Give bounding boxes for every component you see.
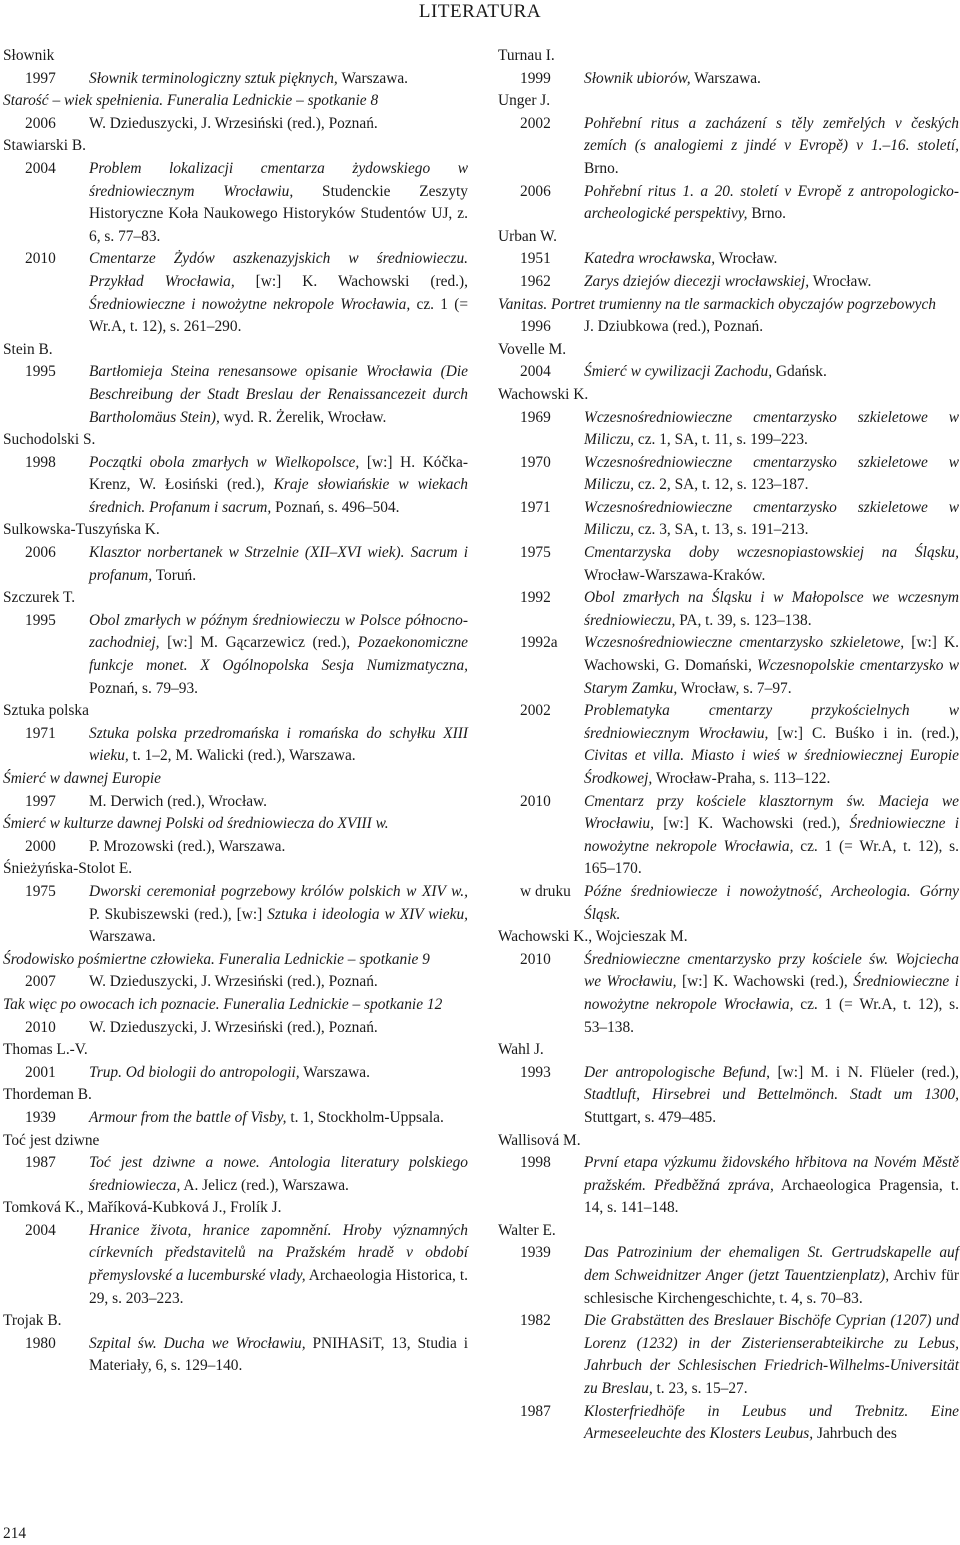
entry-text: [584, 68, 959, 91]
entry-title-italic: Wczesnośredniowieczne cmentarzysko szkieletowe,: [584, 634, 905, 652]
entry-title-italic: Problematyka cmentarzy przykościelnych w średniowiecznym Wrocławiu,: [584, 702, 959, 742]
entry-title-italic: Wczesnośredniowieczne cmentarzysko szkieletowe w Miliczu,: [584, 498, 959, 539]
bibliography-author: Urban W.: [498, 227, 557, 245]
entry-year: 2006: [25, 114, 56, 132]
entry-title-italic: Obol zmarłych w późnym średniowieczu w Polsce północno-zachodniej,: [89, 611, 468, 652]
entry-title-italic: Pozaekonomiczne funkcje monet. X Ogólnopolska Sesja Numizmatyczna,: [89, 634, 468, 675]
bibliography-entry: [498, 949, 959, 1039]
entry-text: [89, 971, 468, 994]
bibliography-author: Suchodolski S.: [3, 431, 96, 449]
entry-publication: cz. 1 (= Wr.A, t. 12), s. 53–138.: [584, 995, 959, 1036]
entry-publication: Brno.: [584, 159, 619, 177]
bibliography-author: Środowisko pośmiertne człowieka. Funeralia Lednickie – spotkanie 9: [3, 950, 430, 968]
entry-text: [584, 113, 959, 181]
bibliography-entry: [498, 881, 959, 926]
entry-year: 2002: [520, 114, 551, 132]
entry-publication: cz. 3, SA, t. 13, s. 191–213.: [634, 521, 809, 539]
bibliography-author: Vovelle M.: [498, 340, 567, 358]
entry-year: 1962: [520, 272, 551, 290]
entry-publication: A. Jelicz (red.), Warszawa.: [180, 1176, 349, 1194]
entry-text: [89, 248, 468, 338]
bibliography-entry: [498, 181, 959, 226]
entry-year: 1993: [520, 1063, 551, 1081]
entry-text: [584, 316, 959, 339]
entry-publication: [822, 883, 831, 900]
entry-year: 2004: [25, 1221, 56, 1239]
bibliography-entry: [498, 587, 959, 632]
entry-publication: Poznań, s. 496–504.: [271, 498, 400, 516]
entry-text: [89, 610, 468, 700]
bibliography-author: Tomková K., Maříková-Kubková J., Frolík J.: [3, 1199, 282, 1217]
bibliography-author: Wahl J.: [498, 1041, 544, 1059]
bibliography-entry: [498, 248, 959, 271]
bibliography-author: Stein B.: [3, 340, 53, 358]
entry-publication: W. Dzieduszycki, J. Wrzesiński (red.), Poznań.: [89, 114, 378, 132]
bibliography-entry: [3, 1062, 468, 1085]
entry-text: [89, 68, 468, 91]
entry-year: 1939: [520, 1244, 551, 1262]
bibliography-entry: [3, 1152, 468, 1197]
entry-text: [89, 723, 468, 768]
entry-title-italic: Wczesnośredniowieczne cmentarzysko szkieletowe w Miliczu,: [584, 453, 959, 494]
bibliography-entry: [3, 248, 468, 338]
entry-title-italic: Das Patrozinium der ehemaligen St. Gertrudskapelle auf dem Schweidnitzer Anger (jetzt Tauentzienplatz),: [584, 1244, 959, 1285]
entry-year: 1971: [520, 498, 551, 516]
entry-publication: PA, t. 39, s. 123–138.: [675, 611, 812, 629]
entry-publication: Archaeologia Historica, t. 29, s. 203–223.: [89, 1267, 469, 1307]
bibliography-entry: [3, 881, 468, 949]
bibliography-entry: [3, 971, 468, 994]
entry-year: 2002: [520, 702, 551, 720]
entry-text: [584, 1152, 959, 1220]
entry-publication: wyd. R. Żerelik, Wrocław.: [219, 408, 387, 426]
entry-title-italic: Śmierć w cywilizacji Zachodu,: [584, 363, 773, 381]
entry-publication: Warszawa.: [299, 1063, 370, 1081]
entry-publication: Toruń.: [152, 566, 197, 584]
page-header: LITERATURA: [418, 1, 542, 22]
entry-publication: Warszawa.: [337, 69, 409, 87]
entry-text: [89, 361, 468, 429]
bibliography-entry: [498, 1062, 959, 1130]
bibliography-left-column: [3, 45, 468, 1378]
entry-publication: cz. 2, SA, t. 12, s. 123–187.: [634, 476, 809, 494]
bibliography-author: Wallisová M.: [498, 1131, 581, 1149]
bibliography-author: Toć jest dziwne: [3, 1131, 100, 1149]
entry-publication: t. 1, Stockholm-Uppsala.: [286, 1108, 444, 1126]
entry-publication: PNIHASiT, 13, Studia i Materiały, 6, s. 129–140.: [89, 1334, 468, 1375]
bibliography-author: Walter E.: [498, 1221, 556, 1239]
entry-year: 1995: [25, 611, 56, 629]
bibliography-entry: [3, 68, 468, 91]
entry-text: [584, 497, 959, 542]
entry-text: [89, 542, 468, 587]
bibliography-author: Thomas L.-V.: [3, 1041, 88, 1059]
entry-publication: Wrocław-Warszawa-Kraków.: [584, 566, 766, 584]
entry-title-italic: Cmentarzyska doby wczesnopiastowskiej na Śląsku,: [584, 544, 959, 562]
entry-title-italic: Sztuka i ideologia w XIV wieku,: [267, 905, 468, 923]
entry-publication: [w:] H. Kóčka-Krenz, W. Łosiński (red.),: [89, 453, 468, 494]
entry-publication: cz. 1, SA, t. 11, s. 199–223.: [634, 431, 808, 449]
entry-title-italic: Dworski ceremoniał pogrzebowy królów polskich w XIV w.,: [89, 882, 468, 900]
entry-title-italic: Średniowieczne i nowożytne nekropole Wrocławia,: [584, 973, 960, 1013]
entry-year: 2001: [25, 1063, 56, 1081]
entry-year: 1996: [520, 318, 551, 336]
entry-title-italic: Szpital św. Ducha we Wrocławiu,: [89, 1334, 306, 1352]
entry-publication: Wrocław-Praha, s. 113–122.: [652, 770, 831, 787]
entry-title-italic: Armour from the battle of Visby,: [89, 1108, 287, 1126]
entry-text: [89, 1107, 468, 1130]
bibliography-entry: [498, 791, 959, 881]
entry-title-italic: Cmentarz przy kościele klasztornym św. Macieja we Wrocławiu,: [584, 792, 959, 833]
entry-text: [584, 1062, 959, 1130]
entry-title-italic: Średniowieczne cmentarzysko przy kościele św. Wojciecha we Wrocławiu,: [584, 950, 959, 991]
entry-text: [584, 949, 959, 1039]
entry-title-italic: Pohřební ritus a zacházení s těly zemřelých v českých zemích (s analogiemi z jindé v Evropě) v 1.–16. století,: [584, 114, 959, 155]
bibliography-entry: [3, 452, 468, 520]
bibliography-entry: [3, 1017, 468, 1040]
entry-text: [584, 542, 959, 587]
entry-text: [584, 1310, 959, 1400]
bibliography-entry: [498, 497, 959, 542]
bibliography-author: Śmierć w kulturze dawnej Polski od średniowiecza do XVIII w.: [3, 815, 389, 833]
entry-year: 2006: [520, 182, 551, 200]
entry-publication: [w:] K. Wachowski (red.),: [234, 272, 468, 290]
entry-year: 1995: [25, 363, 56, 381]
entry-year: 1999: [520, 69, 551, 87]
entry-publication: [w:] K. Wachowski (red.),: [676, 973, 854, 991]
entry-title-italic: Słownik terminologiczny sztuk pięknych,: [89, 69, 338, 87]
entry-title-italic: První etapa výzkumu židovského hřbitova na Novém Městě pražském. Předběžná zpráva,: [584, 1154, 959, 1194]
entry-publication: Jahrbuch des: [813, 1425, 897, 1443]
bibliography-author: Śmierć w dawnej Europie: [3, 770, 162, 787]
entry-year: 1992: [520, 589, 551, 607]
entry-year: 1997: [25, 69, 56, 87]
bibliography-entry: [3, 1107, 468, 1130]
entry-publication: P. Skubiszewski (red.), [w:]: [89, 905, 268, 923]
entry-text: [89, 881, 468, 949]
entry-year: 1992a: [520, 634, 558, 652]
bibliography-entry: [3, 361, 468, 429]
bibliography-entry: [3, 836, 468, 859]
bibliography-entry: [3, 1220, 468, 1310]
entry-publication: Studenckie Zeszyty Historyczne Koła Naukowego Historyków Studentów UJ, z. 6, s. 77–83.: [89, 182, 468, 245]
entry-title-italic: Średniowieczne i nowożytne nekropole Wrocławia,: [89, 295, 411, 313]
bibliography-right-column: [498, 45, 959, 1446]
entry-publication: Wrocław, s. 7–97.: [677, 679, 792, 697]
entry-title-italic: Wczesnopolskie cmentarzysko w Starym Zamku,: [584, 657, 959, 697]
entry-year: 1987: [25, 1154, 56, 1172]
entry-text: [584, 181, 959, 226]
bibliography-author: Vanitas. Portret trumienny na tle sarmackich obyczajów pogrzebowych: [498, 295, 937, 313]
entry-year: 2007: [25, 973, 56, 991]
entry-publication: Warszawa.: [690, 69, 761, 87]
entry-year: 2010: [25, 1018, 56, 1036]
bibliography-entry: [498, 407, 959, 452]
entry-text: [584, 248, 959, 271]
entry-publication: Stuttgart, s. 479–485.: [584, 1108, 717, 1126]
entry-text: [89, 158, 468, 248]
entry-text: [89, 1062, 468, 1085]
entry-title-italic: Archeologia. Górny Śląsk.: [584, 882, 959, 923]
entry-publication: J. Dziubkowa (red.), Poznań.: [584, 318, 764, 336]
entry-publication: Warszawa.: [89, 928, 156, 946]
bibliography-entry: [3, 542, 468, 587]
entry-text: [584, 881, 959, 926]
entry-year: 2010: [520, 950, 551, 968]
entry-publication: [w:] M. Gącarzewicz (red.),: [159, 634, 358, 652]
entry-title-italic: Civitas et villa. Miasto i wieś w średniowiecznej Europie Środkowej,: [584, 747, 959, 787]
entry-text: [89, 1333, 468, 1378]
bibliography-entry: [498, 361, 959, 384]
bibliography-author: Szczurek T.: [3, 589, 76, 607]
entry-title-italic: Pohřební ritus 1. a 20. století v Evropě z antropologicko-archeologické perspektivy,: [584, 182, 959, 223]
entry-text: [584, 1401, 959, 1446]
entry-publication: Wrocław.: [809, 272, 872, 290]
bibliography-author: Wachowski K., Wojcieszak M.: [498, 928, 688, 946]
entry-text: [584, 791, 959, 881]
entry-year: 2010: [520, 792, 551, 810]
entry-text: [584, 361, 959, 384]
entry-publication: [w:] C. Buśko i in. (red.),: [768, 724, 960, 742]
bibliography-entry: [498, 700, 959, 790]
entry-year: 1951: [520, 250, 551, 268]
entry-publication: Archiv für schlesische Kirchengeschichte, t. 4, s. 70–83.: [584, 1267, 959, 1307]
entry-title-italic: Problem lokalizacji cmentarza żydowskiego w średniowiecznym Wrocławiu,: [89, 159, 468, 200]
bibliography-entry: [3, 158, 468, 248]
entry-year: 1970: [520, 453, 551, 471]
entry-year: 2010: [25, 250, 56, 268]
entry-title-italic: Bartłomieja Steina renesansowe opisanie Wrocławia (Die Beschreibung der Stadt Breslau der Renaissancezeit durch Bartholomäus Stein),: [89, 363, 468, 426]
entry-title-italic: Późne średniowiecze i nowożytność,: [584, 882, 823, 900]
bibliography-author: Unger J.: [498, 92, 551, 110]
entry-year: 2004: [25, 159, 56, 177]
entry-text: [584, 1242, 959, 1310]
entry-title-italic: Słownik ubiorów,: [584, 69, 691, 87]
entry-year: 1971: [25, 724, 56, 742]
entry-text: [584, 632, 959, 700]
entry-title-italic: Kraje słowiańskie w wiekach średnich. Profanum i sacrum,: [89, 476, 468, 516]
bibliography-entry: [3, 1333, 468, 1378]
entry-year: 1975: [520, 544, 551, 562]
entry-publication: Brno.: [747, 205, 787, 223]
entry-year: 1969: [520, 408, 551, 426]
entry-text: [584, 271, 959, 294]
entry-year: 1975: [25, 882, 56, 900]
entry-year: 1998: [520, 1154, 551, 1172]
entry-year: 2006: [25, 544, 56, 562]
entry-year: 2004: [520, 363, 551, 381]
bibliography-entry: [498, 271, 959, 294]
entry-title-italic: Katedra wrocławska,: [584, 250, 716, 268]
entry-title-italic: Klasztor norbertanek w Strzelnie (XII–XVI wiek). Sacrum i profanum,: [89, 544, 468, 584]
page-number: 214: [3, 1525, 27, 1542]
bibliography-author: Thordeman B.: [3, 1086, 92, 1104]
bibliography-entry: [498, 452, 959, 497]
entry-title-italic: Hranice života, hranice zapomnění. Hroby významných církevních představitelů na Pražském hradě v období přemyslovské a lucemburské vlady,: [89, 1221, 468, 1285]
entry-publication: Wrocław.: [715, 250, 778, 268]
entry-text: [584, 407, 959, 452]
entry-text: [89, 1017, 468, 1040]
bibliography-entry: [3, 723, 468, 768]
entry-year: 1939: [25, 1108, 56, 1126]
entry-year: 1982: [520, 1312, 551, 1330]
bibliography-entry: [498, 113, 959, 181]
entry-text: [584, 452, 959, 497]
entry-year: 1998: [25, 453, 56, 471]
entry-publication: P. Mrozowski (red.), Warszawa.: [89, 837, 286, 855]
entry-title-italic: Cmentarze Żydów aszkenazyjskich w średniowieczu. Przykład Wrocławia,: [89, 250, 468, 290]
entry-publication: Poznań, s. 79–93.: [89, 679, 199, 697]
bibliography-author: Trojak B.: [3, 1312, 62, 1330]
bibliography-author: Turnau I.: [498, 47, 555, 64]
bibliography-entry: [498, 1152, 959, 1220]
bibliography-author: Słownik: [3, 47, 55, 64]
entry-year: w druku: [520, 882, 571, 900]
bibliography-entry: [498, 632, 959, 700]
bibliography-entry: [3, 113, 468, 136]
entry-text: [89, 836, 468, 859]
entry-text: [89, 113, 468, 136]
entry-text: [89, 1220, 468, 1310]
entry-title-italic: Wczesnośredniowieczne cmentarzysko szkieletowe w Miliczu,: [584, 408, 959, 449]
bibliography-author: Śnieżyńska-Stolot E.: [3, 860, 133, 878]
bibliography-author: Stawiarski B.: [3, 137, 86, 155]
entry-text: [584, 700, 959, 790]
bibliography-entry: [498, 1401, 959, 1446]
bibliography-entry: [3, 610, 468, 700]
entry-publication: [w:] K. Wachowski (red.),: [653, 815, 850, 833]
entry-title-italic: Zarys dziejów diecezji wrocławskiej,: [584, 272, 810, 290]
entry-publication: [w:] M. i N. Flüeler (red.),: [769, 1063, 959, 1081]
entry-publication: t. 1–2, M. Walicki (red.), Warszawa.: [128, 747, 356, 765]
entry-publication: Gdańsk.: [772, 363, 827, 381]
entry-publication: cz. 1 (= Wr.A, t. 12), s. 165–170.: [584, 837, 959, 878]
entry-title-italic: Klosterfriedhöfe in Leubus und Trebnitz. Eine Armeseeleuchte des Klosters Leubus,: [584, 1402, 959, 1443]
bibliography-author: Sztuka polska: [3, 702, 89, 720]
entry-title-italic: Der antropologische Befund,: [584, 1063, 770, 1081]
entry-text: [89, 452, 468, 520]
entry-title-italic: Toć jest dziwne a nowe. Antologia literatury polskiego średniowiecza,: [89, 1154, 468, 1194]
entry-publication: W. Dzieduszycki, J. Wrzesiński (red.), Poznań.: [89, 1018, 378, 1036]
entry-title-italic: Obol zmarłych na Śląsku i w Małopolsce we wczesnym średniowieczu,: [584, 589, 959, 629]
entry-publication: Archaeologica Pragensia, t. 14, s. 141–148.: [584, 1176, 959, 1217]
entry-publication: cz. 1 (= Wr.A, t. 12), s. 261–290.: [89, 295, 468, 336]
bibliography-author: Sulkowska-Tuszyńska K.: [3, 521, 160, 539]
entry-title-italic: Średniowieczne i nowożytne nekropole Wrocławia,: [584, 815, 959, 855]
entry-title-italic: Sztuka polska przedromańska i romańska do schyłku XIII wieku,: [89, 724, 468, 765]
entry-year: 2000: [25, 837, 56, 855]
bibliography-author: Starość – wiek spełnienia. Funeralia Lednickie – spotkanie 8: [3, 92, 379, 110]
bibliography-entry: [498, 542, 959, 587]
entry-year: 1987: [520, 1402, 551, 1420]
bibliography-entry: [3, 791, 468, 814]
entry-publication: t. 23, s. 15–27.: [652, 1380, 748, 1398]
entry-publication: M. Derwich (red.), Wrocław.: [89, 792, 268, 810]
entry-title-italic: Stadtluft, Hirsebrei und Bettelmönch. Stadt um 1300,: [584, 1086, 959, 1104]
entry-text: [584, 587, 959, 632]
entry-text: [89, 1152, 468, 1197]
bibliography-entry: [498, 316, 959, 339]
entry-text: [89, 791, 468, 814]
entry-publication: W. Dzieduszycki, J. Wrzesiński (red.), Poznań.: [89, 973, 378, 991]
bibliography-author: Tak więc po owocach ich poznacie. Funeralia Lednickie – spotkanie 12: [3, 995, 443, 1013]
entry-year: 1980: [25, 1334, 56, 1352]
entry-publication: [w:] K. Wachowski, G. Domański,: [584, 634, 959, 675]
bibliography-entry: [498, 1310, 959, 1400]
bibliography-entry: [498, 1242, 959, 1310]
bibliography-entry: [498, 68, 959, 91]
entry-title-italic: Trup. Od biologii do antropologii,: [89, 1063, 300, 1081]
entry-title-italic: Początki obola zmarłych w Wielkopolsce,: [89, 453, 360, 471]
entry-year: 1997: [25, 792, 56, 810]
bibliography-author: Wachowski K.: [498, 385, 589, 403]
entry-title-italic: Die Grabstätten des Breslauer Bischöfe Cyprian (1207) und Lorenz (1232) in der Zisterienserabteikirche zu Lebus, Jahrbuch der Schlesischen Friedrich-Wilhelms-Universität zu Breslau,: [584, 1312, 959, 1398]
